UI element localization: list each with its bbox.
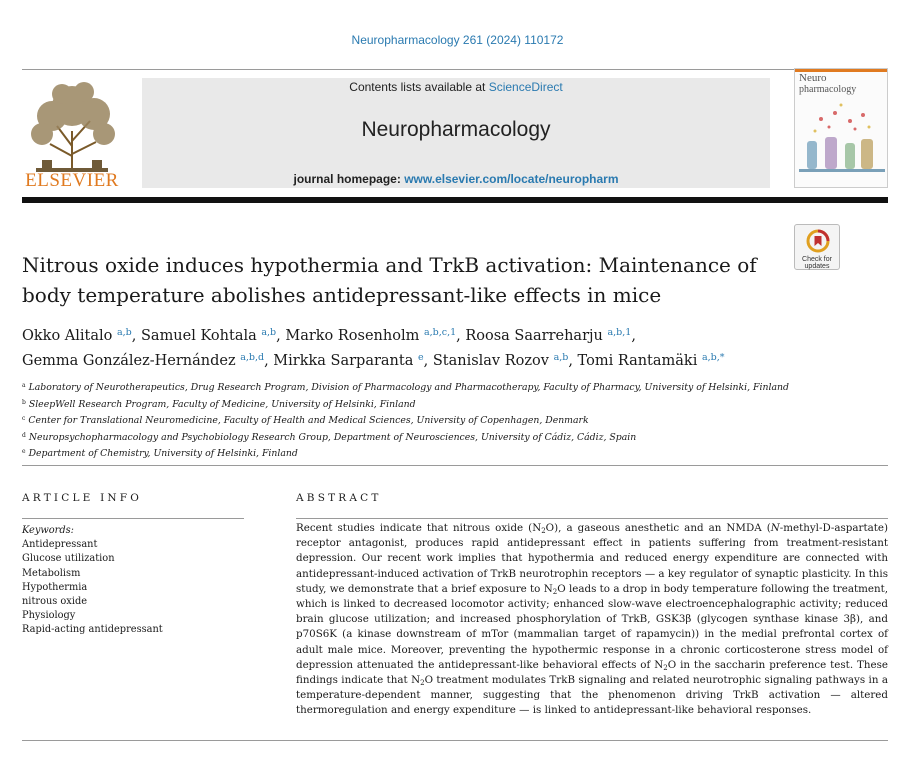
bottom-divider: [22, 740, 888, 741]
abstract-segment: Recent studies indicate that nitrous oxide (N: [296, 522, 542, 534]
header-thick-rule: [22, 197, 888, 203]
author-separator: ,: [568, 353, 578, 369]
author-affil-marks[interactable]: e: [417, 352, 424, 363]
author[interactable]: [578, 353, 725, 369]
sciencedirect-link[interactable]: ScienceDirect: [488, 80, 563, 94]
author-affil-marks[interactable]: a,b: [261, 327, 277, 338]
author-affil-marks[interactable]: a,b,*: [701, 352, 725, 363]
journal-citation[interactable]: Neuropharmacology 261 (2024) 110172: [351, 33, 564, 47]
contents-prefix: Contents lists available at: [349, 80, 489, 94]
subscript: 2: [541, 527, 546, 535]
homepage-prefix: journal homepage:: [293, 172, 405, 186]
author-separator: ,: [456, 328, 466, 344]
author-name: Gemma González-Hernández: [22, 353, 236, 369]
affiliation-list: [22, 379, 882, 462]
author[interactable]: [141, 328, 276, 344]
keywords-label: Keywords:: [22, 525, 74, 536]
author[interactable]: [273, 353, 423, 369]
author-list: [22, 322, 882, 372]
contents-line: [142, 80, 770, 94]
author-name: Stanislav Rozov: [432, 353, 549, 369]
affiliation-key: a: [22, 382, 26, 389]
author-name: Mirkka Sarparanta: [273, 353, 414, 369]
keyword-item[interactable]: nitrous oxide: [22, 596, 88, 608]
subscript: 2: [420, 679, 425, 688]
author-separator: ,: [631, 328, 636, 344]
author-affil-marks[interactable]: a,b,d: [240, 352, 265, 363]
check-updates-icon: [806, 229, 830, 253]
keyword-item[interactable]: Glucose utilization: [22, 553, 115, 565]
author[interactable]: [465, 328, 631, 344]
affiliation-text: SleepWell Research Program, Faculty of Medicine, University of Helsinki, Finland: [28, 398, 416, 410]
affiliation-item: [22, 396, 882, 413]
author-affil-marks[interactable]: a,b: [553, 352, 569, 363]
author[interactable]: [22, 353, 264, 369]
affiliation-item: [22, 379, 882, 396]
abstract-segment: O leads to a drop in body temperature following the treatment, which is linked to decreased locomotor activity; enhanced slow-wave electroencephalographic activity; reduced brain glucose utilization; and increased phosphorylation of TrkB, GSK3β (glycogen synthase kinase 3β), and p70S6K (a kinase downstream of mTor (mammalian target of rapamycin)) in the medial prefrontal cortex of adult male mice. Moreover, preventing the hypothermic response in a chronic corticosterone stress model of depression attenuated the antidepressant-like behavioral effects of N: [296, 582, 888, 671]
article-info-heading: ARTICLE INFO: [22, 492, 143, 504]
abstract-segment: O in the saccharin preference test. These findings indicate that N: [296, 658, 888, 687]
affiliation-item: [22, 445, 882, 462]
homepage-link[interactable]: www.elsevier.com/locate/neuropharm: [404, 172, 619, 186]
article-title: Nitrous oxide induces hypothermia and TrkB activation: Maintenance of body temperature abolishes antidepressant-like effects in mice: [22, 253, 757, 307]
affiliation-item: [22, 429, 882, 446]
affiliation-key: c: [22, 415, 26, 422]
abstract-rule: [296, 518, 888, 519]
keyword-item[interactable]: Metabolism: [22, 567, 81, 579]
author-name: Roosa Saarreharju: [465, 328, 603, 344]
journal-cover[interactable]: [794, 68, 888, 188]
cover-title-line1: Neuro: [799, 72, 827, 84]
author[interactable]: [285, 328, 456, 344]
affiliation-key: e: [22, 448, 26, 455]
cover-title-line2: pharmacology: [799, 84, 857, 95]
affiliation-key: b: [22, 398, 26, 406]
author-affil-marks[interactable]: a,b,1: [607, 327, 632, 338]
keyword-item[interactable]: Antidepressant: [22, 539, 98, 551]
cover-illustration: [795, 69, 888, 188]
author[interactable]: [433, 353, 569, 369]
abstract-segment: O), a gaseous anesthetic and an NMDA (: [545, 522, 771, 534]
affiliation-text: Neuropsychopharmacology and Psychobiology Research Group, Department of Neurosciences, University of Cádiz, Cádiz, Spain: [28, 431, 637, 443]
author-affil-marks[interactable]: a,b,c,1: [423, 327, 457, 338]
keywords-block: [22, 524, 252, 638]
journal-homepage-line: [142, 172, 770, 186]
check-for-updates-badge[interactable]: [794, 224, 840, 270]
check-updates-line1: Check for: [802, 256, 832, 263]
affiliation-text: Department of Chemistry, University of Helsinki, Finland: [28, 448, 298, 459]
abstract-segment: -methyl-D-aspartate) receptor antagonist, produces rapid antidepressant effect in patients suffering from treatment-resistant depression. Our recent work implies that hypothermia and reduced energy expenditure are connected with antidepressant-induced activation of TrkB neurotrophin receptors — a key regulator of synaptic plasticity. In this study, we demonstrate that a brief exposure to N: [296, 522, 888, 595]
abstract-italic: N: [770, 522, 780, 534]
affiliation-text: Laboratory of Neurotherapeutics, Drug Research Program, Division of Pharmacology and Pharmacotherapy, Faculty of Pharmacy, University of Helsinki, Finland: [28, 382, 789, 393]
subscript: 2: [663, 663, 668, 672]
author-name: Okko Alitalo: [22, 328, 113, 344]
subscript: 2: [552, 587, 558, 596]
author-separator: ,: [264, 353, 274, 369]
section-divider: [22, 465, 888, 466]
elsevier-wordmark[interactable]: ELSEVIER: [25, 170, 119, 191]
author-separator: ,: [423, 353, 433, 369]
author-separator: ,: [276, 328, 286, 344]
author-name: Marko Rosenholm: [285, 328, 420, 344]
author-name: Tomi Rantamäki: [577, 353, 698, 369]
top-divider: [22, 69, 888, 70]
abstract-heading: ABSTRACT: [296, 492, 382, 504]
keyword-item[interactable]: Hypothermia: [22, 581, 88, 593]
keyword-item[interactable]: Rapid-acting antidepressant: [22, 624, 163, 636]
abstract-segment: O treatment modulates TrkB signaling and related neurotrophic signaling pathways in a temperature-dependent manner, suggesting that the phenomenon driving TrkB activation — altered thermoregulation and energy expenditure — is linked to antidepressant-like behavioral responses.: [296, 674, 888, 717]
keyword-item[interactable]: Physiology: [22, 610, 76, 622]
article-info-rule: [22, 518, 244, 519]
author[interactable]: [22, 328, 132, 344]
affiliation-text: Center for Translational Neuromedicine, Faculty of Health and Medical Sciences, University of Copenhagen, Denmark: [28, 415, 589, 426]
author-name: Samuel Kohtala: [140, 328, 257, 344]
journal-name: Neuropharmacology: [361, 118, 551, 141]
affiliation-key: d: [22, 431, 26, 439]
author-separator: ,: [131, 328, 141, 344]
abstract-text: [296, 521, 888, 719]
affiliation-item: [22, 412, 882, 429]
check-updates-line2: updates: [804, 263, 830, 270]
author-affil-marks[interactable]: a,b: [117, 327, 132, 338]
